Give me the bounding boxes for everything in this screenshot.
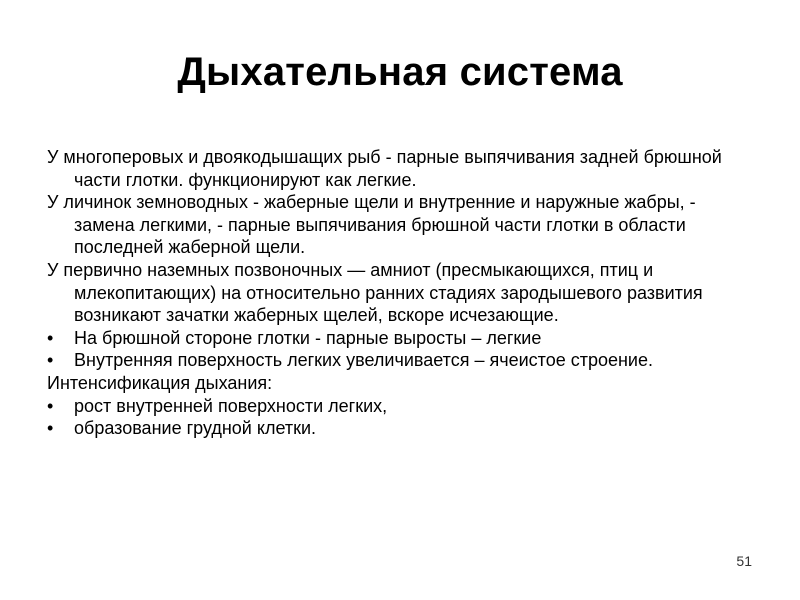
bullet-icon: • — [47, 327, 54, 348]
bullet-item — [47, 349, 752, 372]
paragraph-amphibian-larvae: У личинок земноводных - жаберные щели и внутренние и наружные жабры, - замена легкими, - парные выпячивания брюшной части глотки в области последней жаберной щели. — [47, 192, 696, 258]
bullet-text: На брюшной стороне глотки - парные выросты – легкие — [74, 327, 542, 348]
bullet-item — [47, 417, 752, 440]
slide-title: Дыхательная система — [177, 50, 623, 94]
slide-body — [47, 146, 752, 440]
bullet-icon: • — [47, 418, 54, 439]
bullet-icon: • — [47, 395, 54, 416]
paragraph-fish: У многоперовых и двоякодышащих рыб - парные выпячивания задней брюшной части глотки. функционируют как легкие. — [47, 147, 722, 190]
paragraph-amniotes: У первично наземных позвоночных — амниот (пресмыкающихся, птиц и млекопитающих) на относительно ранних стадиях зародышевого развития возникают зачатки жаберных щелей, вскоре исчезающие. — [47, 259, 703, 326]
bullet-item — [47, 395, 752, 418]
bullet-text: Внутренняя поверхность легких увеличивается – ячеистое строение. — [74, 350, 653, 371]
page-number: 51 — [736, 553, 752, 569]
bullet-text: образование грудной клетки. — [74, 418, 317, 439]
subheading: Интенсификация дыхания: — [47, 372, 273, 393]
bullet-icon: • — [47, 350, 54, 371]
bullet-item — [47, 327, 752, 350]
bullet-text: рост внутренней поверхности легких, — [74, 395, 388, 416]
